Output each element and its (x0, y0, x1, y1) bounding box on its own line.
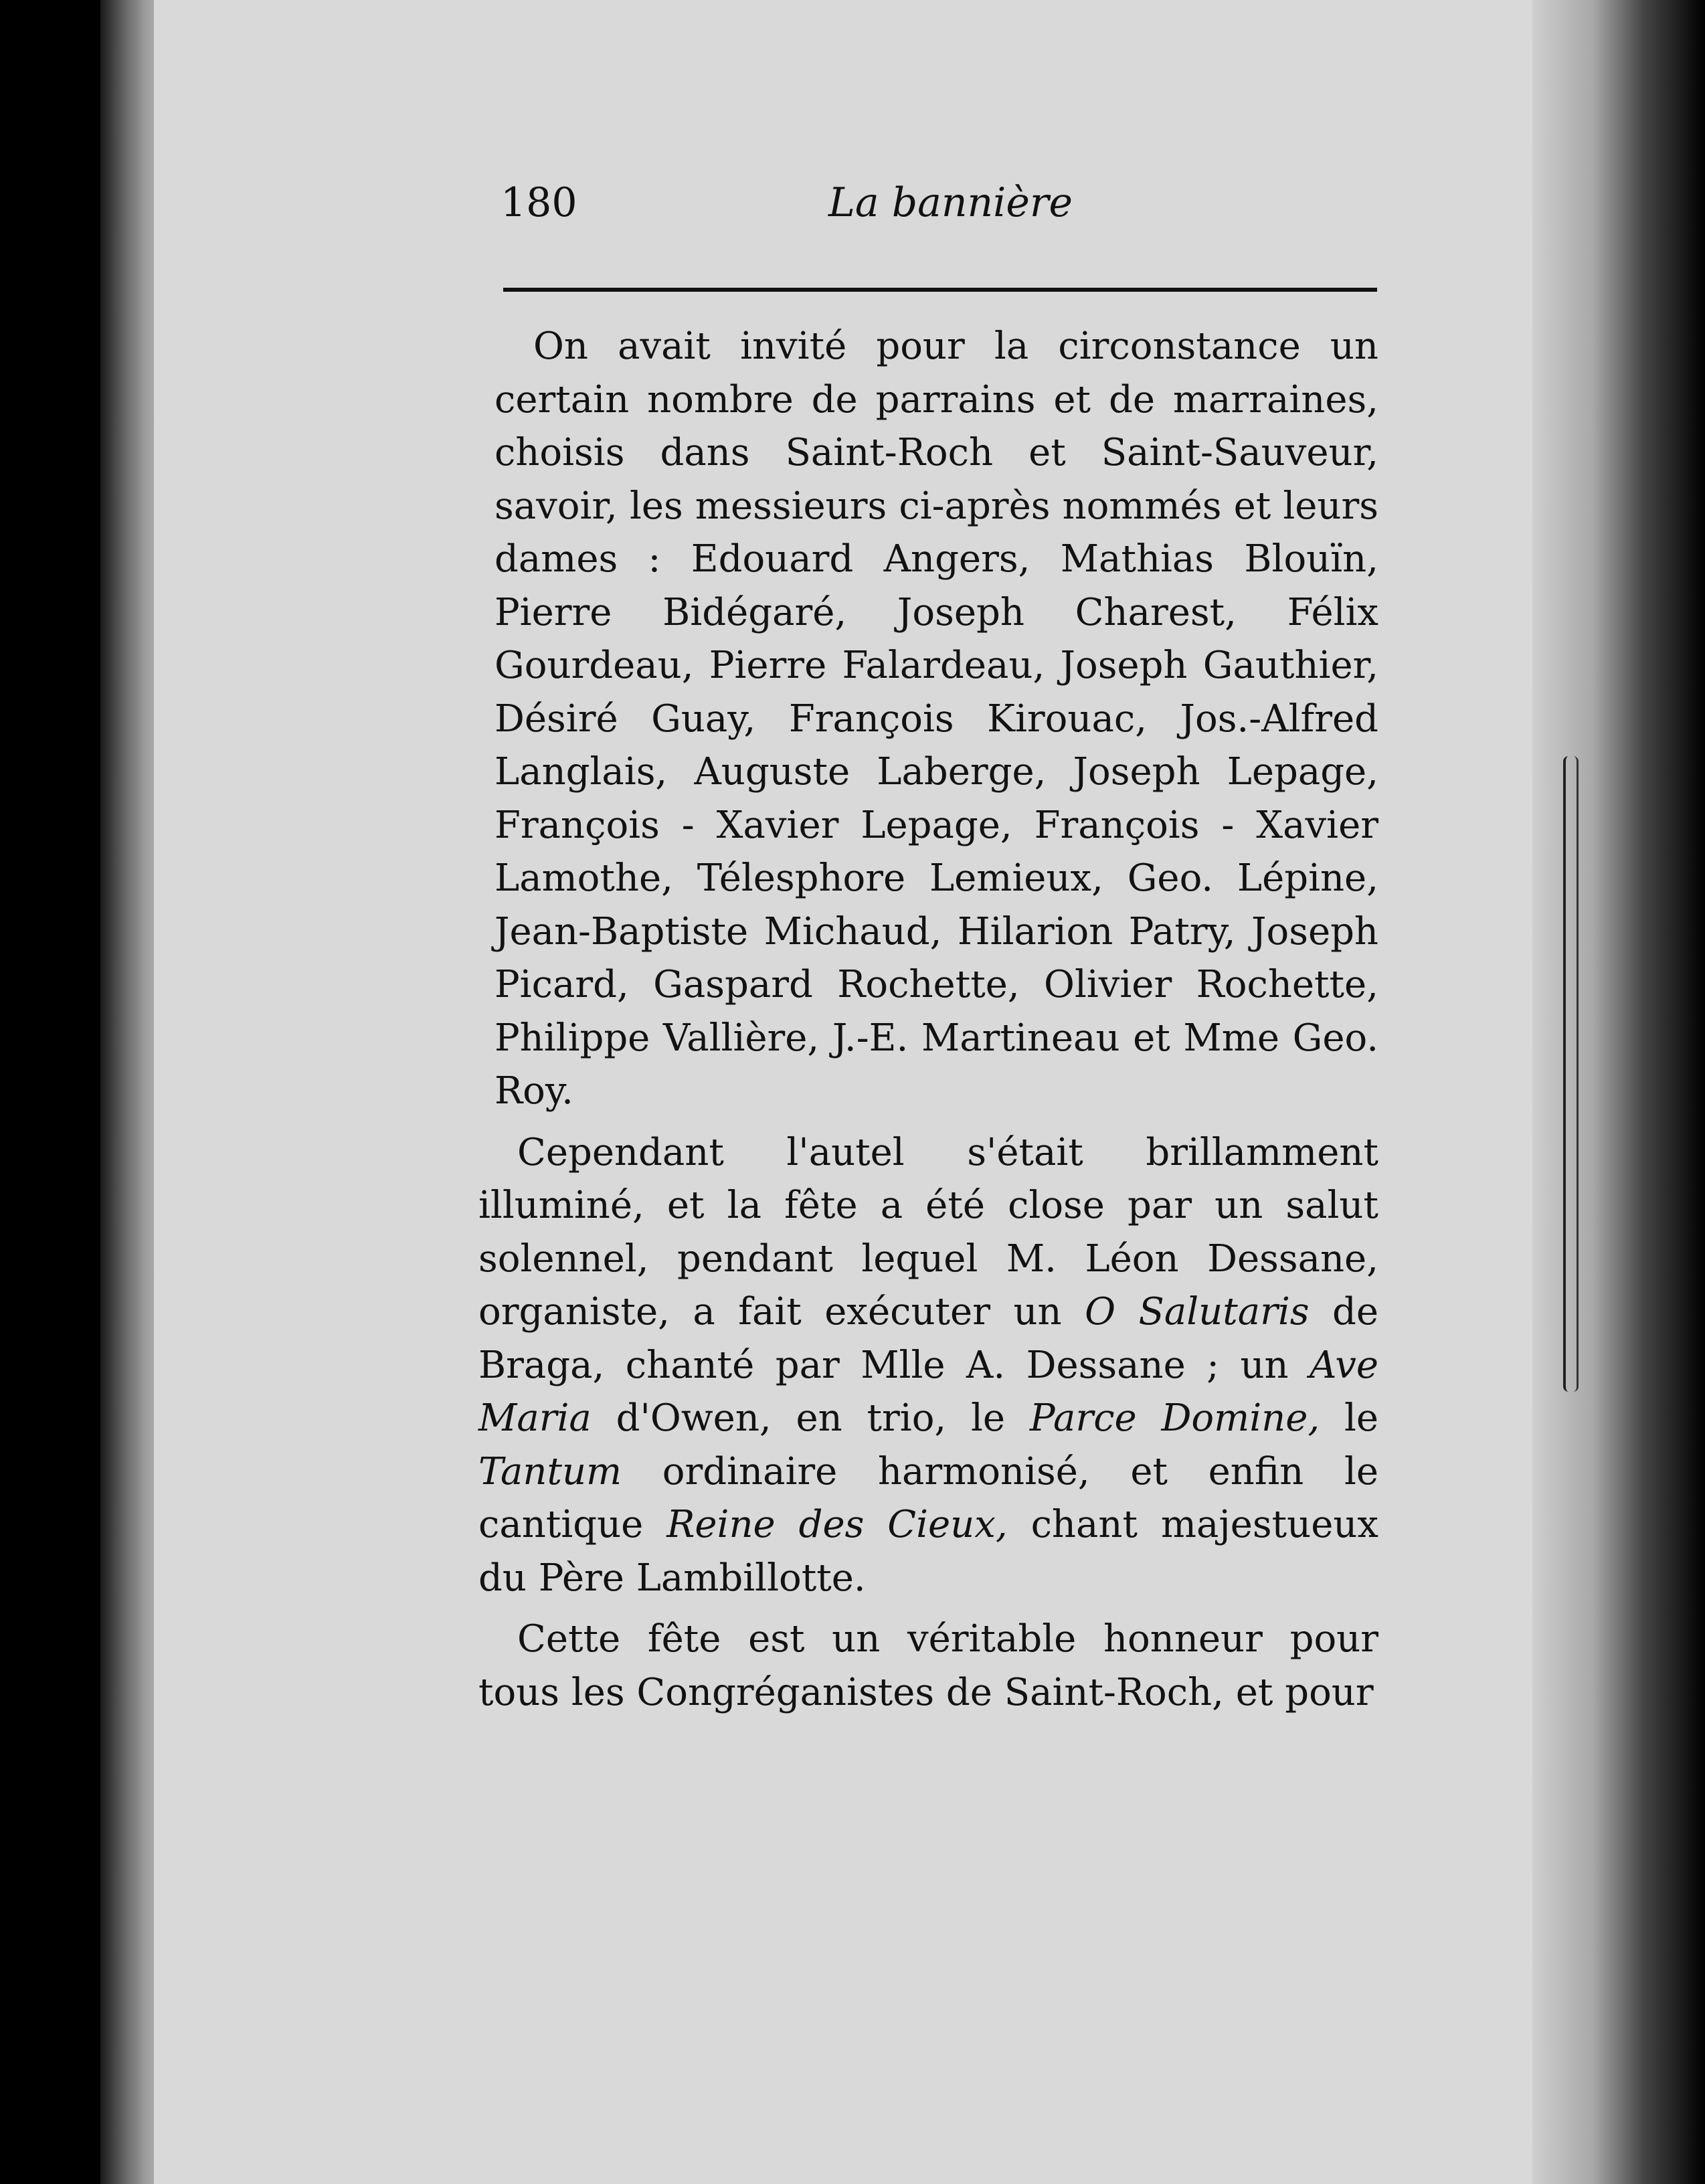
page-number: 180 (501, 179, 577, 226)
page-right-edge (1532, 0, 1705, 2184)
paragraph-ceremony-text-6: chant majestueux du Père Lambillotte. (478, 1503, 1378, 1600)
paragraph-ceremony-text-1: Cependant l'autel s'était brillamment illuminé, et la fête a été close par un salut solennel, pendant lequel M. Léon Dessane, organiste, a fait exécuter un (478, 1130, 1378, 1334)
paragraph-guests: On avait invité pour la circonstance un certain nombre de parrains et de marraines, choisis dans Saint-Roch et Saint-Sauveur, savoir, les messieurs ci-après nommés et leurs dames : Edouard Angers, Mathias Blouïn, Pierre Bidégaré, Joseph Charest, Félix Gourdeau, Pierre Falardeau, Joseph Gauthier, Désiré Guay, François Kirouac, Jos.-Alfred Langlais, Auguste Laberge, Joseph Lepage, François - Xavier Lepage, François - Xavier Lamothe, Télesphore Lemieux, Geo. Lépine, Jean-Baptiste Michaud, Hilarion Patry, Joseph Picard, Gaspard Rochette, Olivier Rochette, Philippe Vallière, J.-E. Martineau et Mme Geo. Roy. (495, 325, 1378, 1113)
paragraph-ceremony-italic-2: Ave Maria (478, 1343, 1378, 1440)
paragraph-ceremony-italic-1: O Salutaris (1085, 1290, 1310, 1334)
paragraph-ceremony-italic-5: Reine des Cieux, (666, 1503, 1008, 1546)
paragraph-ceremony (478, 1126, 1378, 1605)
running-head (501, 179, 1370, 240)
paragraph-ceremony-italic-4: Tantum (478, 1449, 622, 1493)
header-rule (503, 288, 1377, 292)
paragraph-ceremony-text-4: le (1320, 1396, 1378, 1440)
body-text (478, 320, 1378, 1727)
margin-bracket-mark (1563, 756, 1579, 1392)
paragraph-ceremony-text-2: de Braga, chanté par Mlle A. Dessane ; un (478, 1290, 1378, 1387)
paragraph-ceremony-text-5: ordinaire harmonisé, et enfin le cantique (478, 1449, 1378, 1546)
paragraph-ceremony-italic-3: Parce Domine, (1029, 1396, 1320, 1440)
paragraph-ceremony-text-3: d'Owen, en trio, le (591, 1396, 1030, 1440)
running-title: La bannière (828, 179, 1073, 226)
paragraph-honour: Cette fête est un véritable honneur pour tous les Congréganistes de Saint-Roch, et pour (478, 1617, 1378, 1714)
